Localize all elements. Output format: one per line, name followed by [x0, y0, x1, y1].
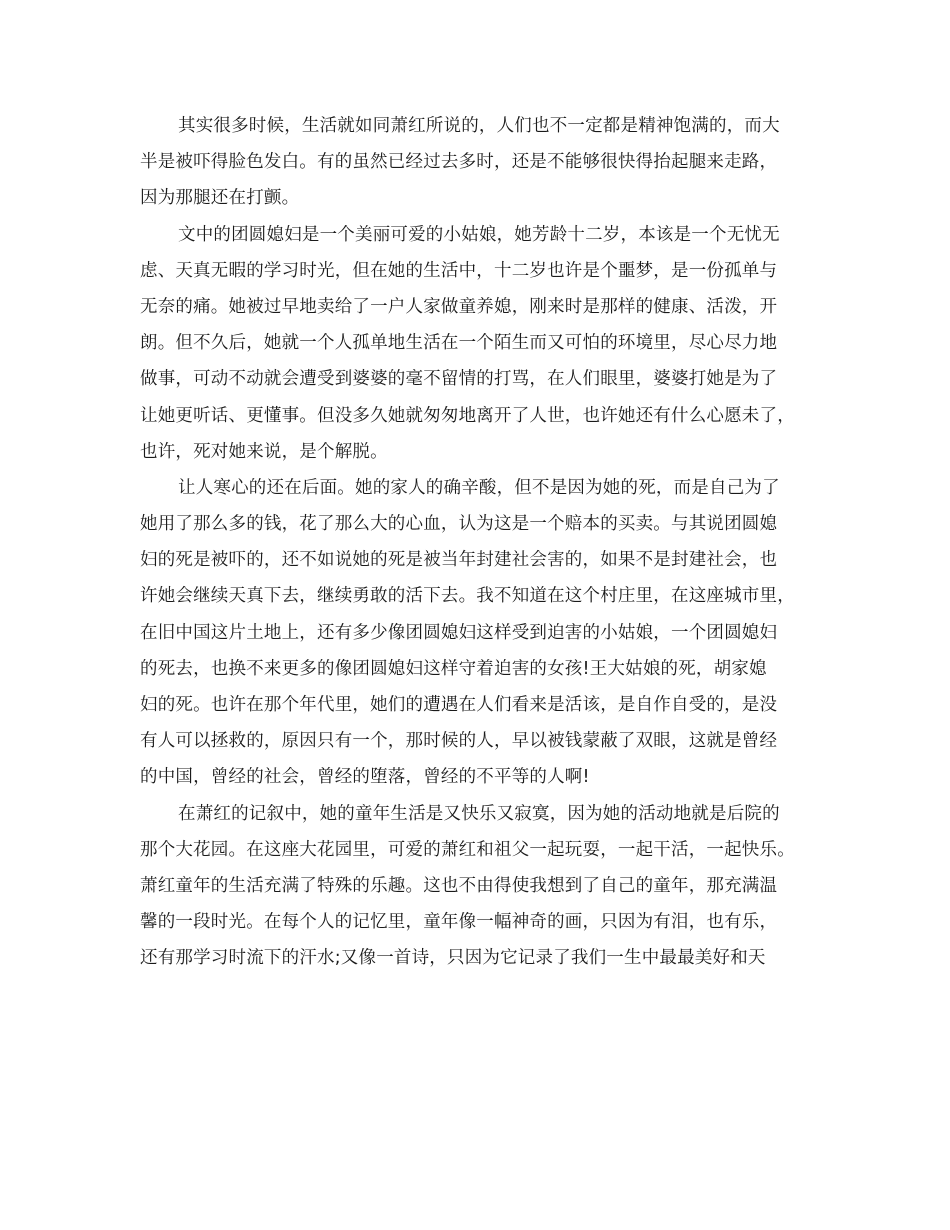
text-line: 的中国，曾经的社会，曾经的堕落，曾经的不平等的人啊!: [140, 767, 590, 788]
text-line: 的死去，也换不来更多的像团圆媳妇这样守着迫害的女孩!王大姑娘的死，胡家媳: [140, 658, 767, 679]
text-line: 她用了那么多的钱，花了那么大的心血，认为这是一个赔本的买卖。与其说团圆媳: [140, 514, 778, 535]
text-line: 也许，死对她来说，是个解脱。: [140, 441, 388, 462]
paragraph-3: [140, 470, 820, 796]
text-line: 那个大花园。在这座大花园里，可爱的萧红和祖父一起玩耍，一起干活，一起快乐。: [140, 839, 795, 860]
text-line: 许她会继续天真下去，继续勇敢的活下去。我不知道在这个村庄里，在这座城市里，: [140, 586, 795, 607]
text-line: 让她更听话、更懂事。但没多久她就匆匆地离开了人世，也许她还有什么心愿未了，: [140, 405, 795, 426]
text-line: 文中的团圆媳妇是一个美丽可爱的小姑娘，她芳龄十二岁，本该是一个无忧无: [178, 224, 780, 245]
text-line: 朗。但不久后，她就一个人孤单地生活在一个陌生而又可怕的环境里，尽心尽力地: [140, 333, 778, 354]
text-line: 其实很多时候，生活就如同萧红所说的，人们也不一定都是精神饱满的，而大: [178, 116, 780, 136]
text-line: 萧红童年的生活充满了特殊的乐趣。这也不由得使我想到了自己的童年，那充满温: [140, 875, 778, 896]
text-line: 在旧中国这片土地上，还有多少像团圆媳妇这样受到迫害的小姑娘，一个团圆媳妇: [140, 622, 778, 643]
text-line: 半是被吓得脸色发白。有的虽然已经过去多时，还是不能够很快得抬起腿来走路，: [140, 152, 778, 173]
text-line: 做事，可动不动就会遭受到婆婆的毫不留情的打骂，在人们眼里，婆婆打她是为了: [140, 369, 778, 390]
text-line: 馨的一段时光。在每个人的记忆里，童年像一幅神奇的画，只因为有泪，也有乐，: [140, 912, 778, 933]
text-line: 妇的死。也许在那个年代里，她们的遭遇在人们看来是活该，是自作自受的，是没: [140, 695, 778, 715]
paragraph-2: [140, 217, 820, 470]
text-line: 还有那学习时流下的汗水;又像一首诗，只因为它记录了我们一生中最最美好和天: [140, 948, 766, 969]
text-line: 让人寒心的还在后面。她的家人的确辛酸，但不是因为她的死，而是自己为了: [178, 477, 780, 498]
text-line: 因为那腿还在打颤。: [140, 188, 300, 209]
paragraph-1: [140, 108, 820, 217]
document-body: [140, 108, 820, 977]
paragraph-4: [140, 796, 820, 977]
text-line: 妇的死是被吓的，还不如说她的死是被当年封建社会害的，如果不是封建社会，也: [140, 550, 778, 571]
text-line: 在萧红的记叙中，她的童年生活是又快乐又寂寞，因为她的活动地就是后院的: [178, 803, 780, 824]
text-line: 虑、天真无暇的学习时光，但在她的生活中，十二岁也许是个噩梦，是一份孤单与: [140, 260, 778, 281]
text-line: 无奈的痛。她被过早地卖给了一户人家做童养媳，刚来时是那样的健康、活泼，开: [140, 296, 778, 317]
text-line: 有人可以拯救的，原因只有一个，那时候的人，早以被钱蒙蔽了双眼，这就是曾经: [140, 731, 778, 752]
